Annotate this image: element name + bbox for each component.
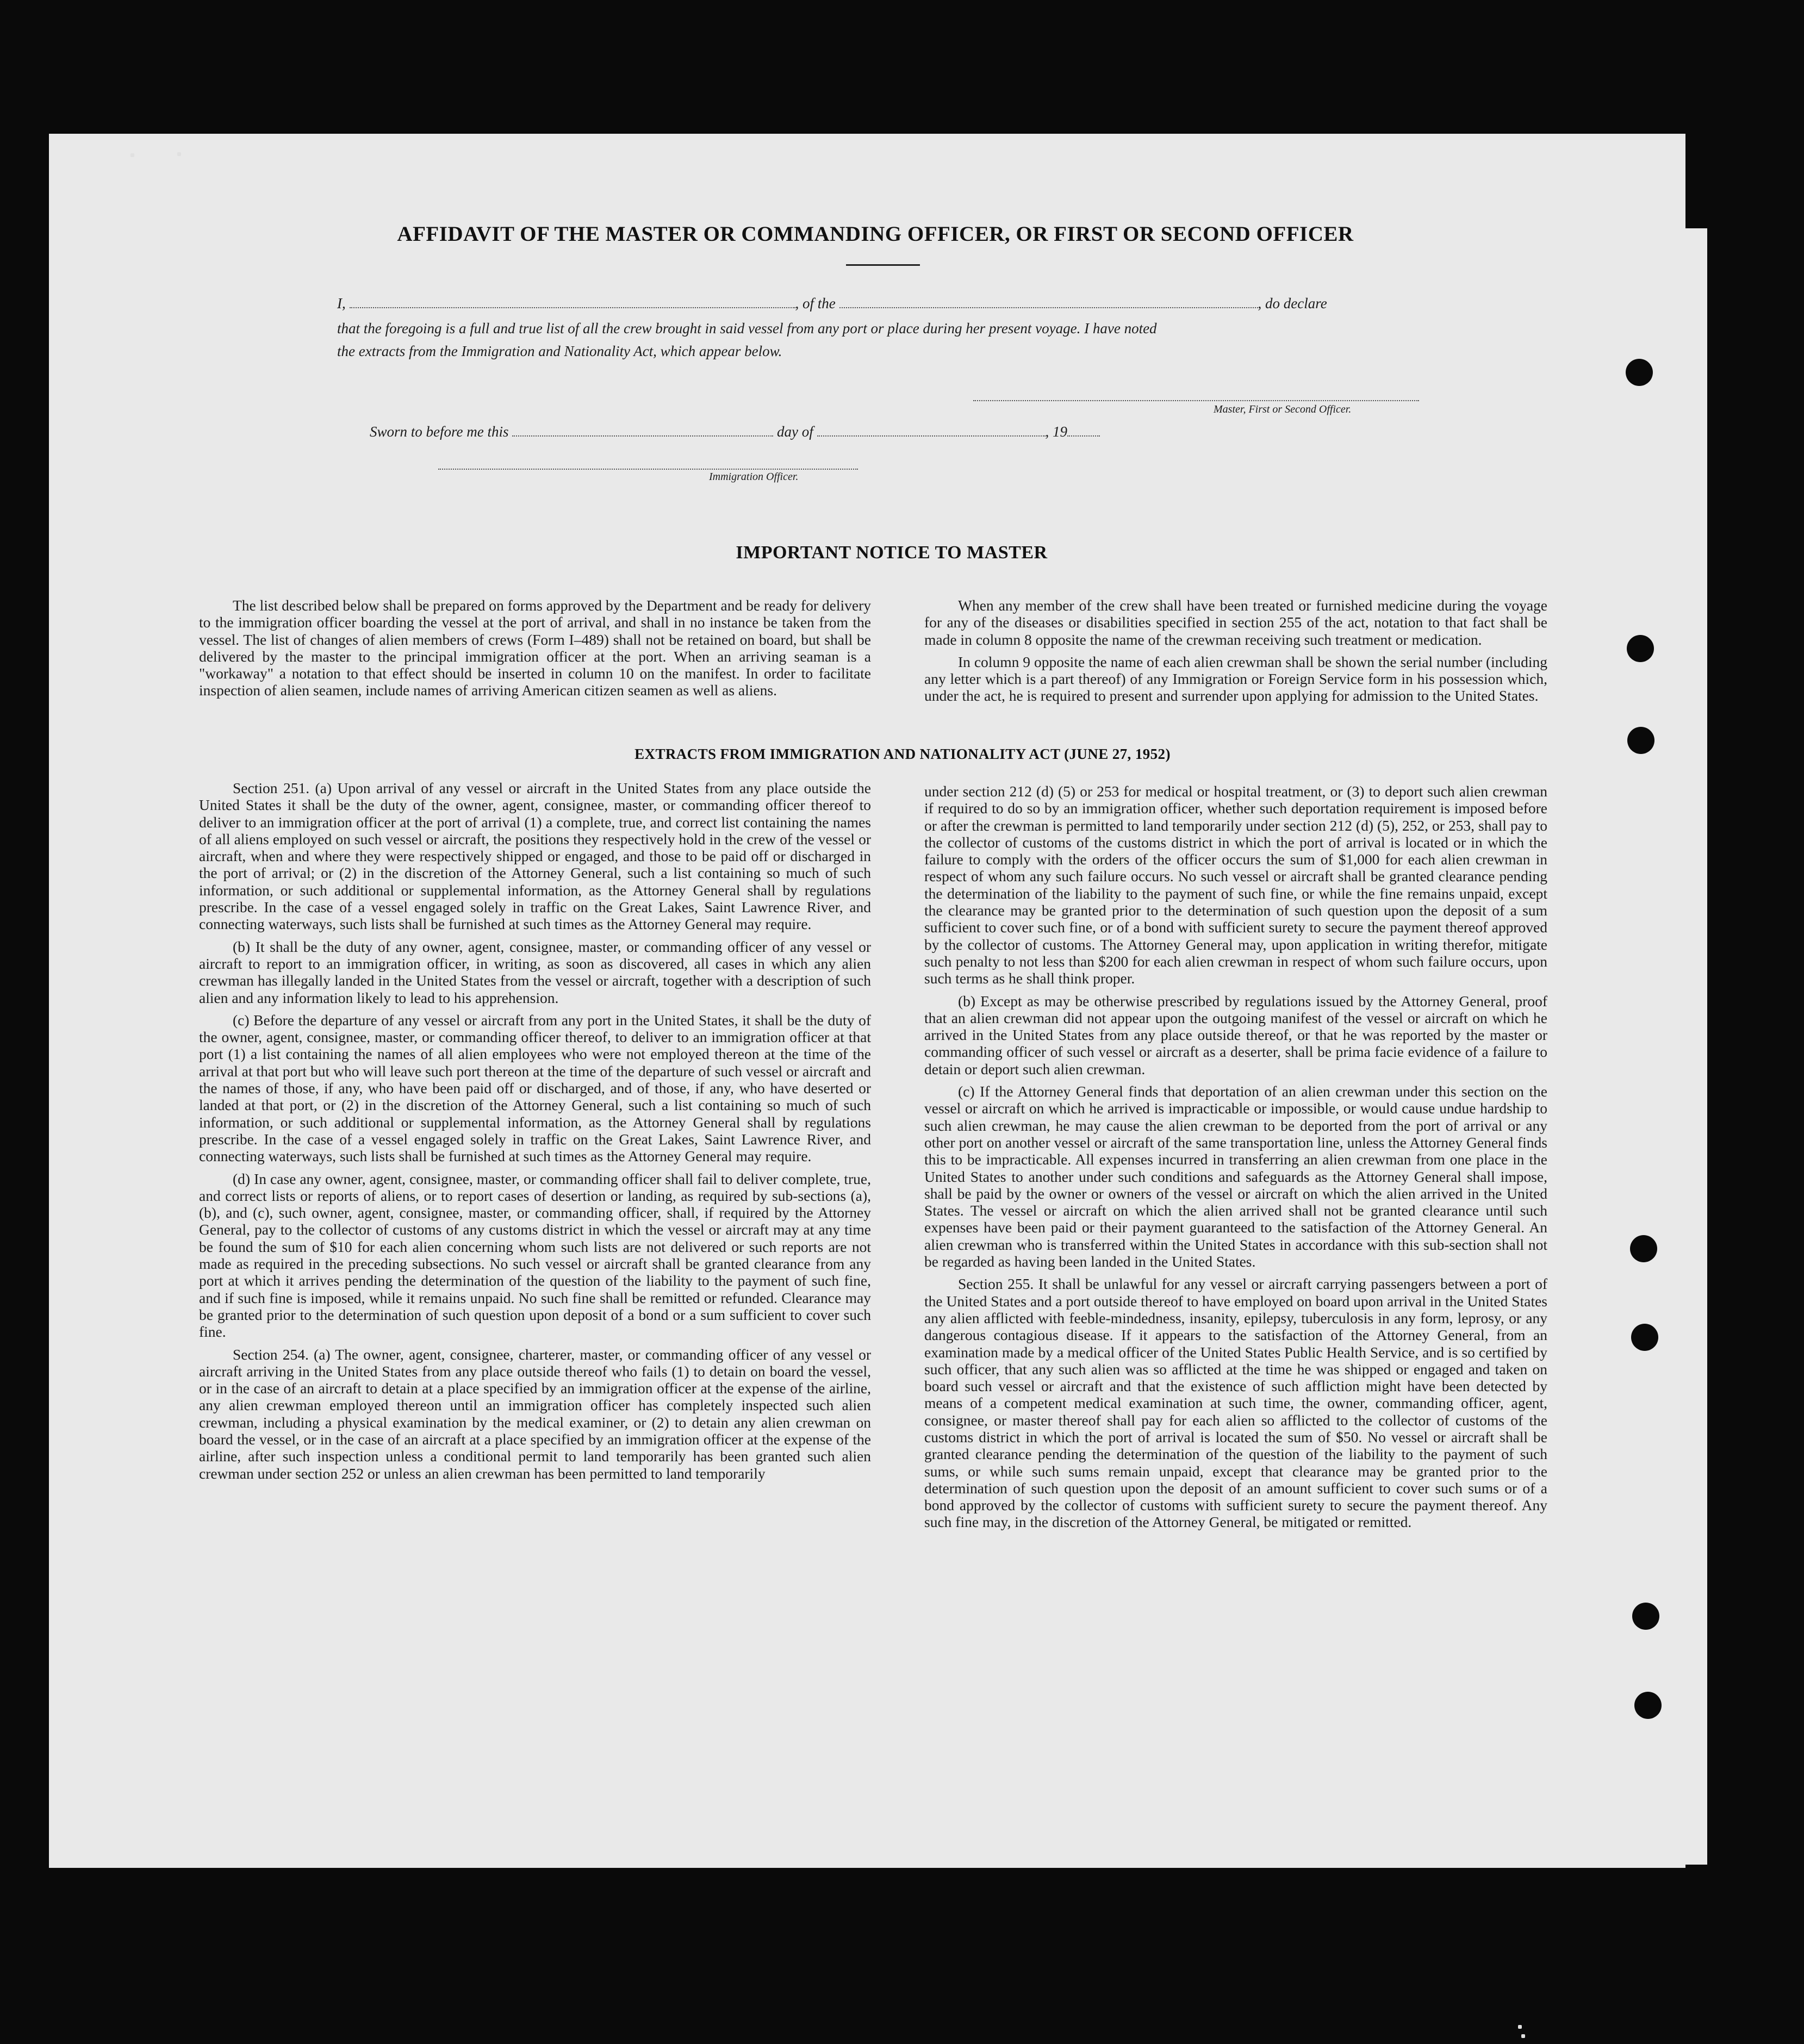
- extracts-left-column: [199, 780, 871, 1487]
- scan-speck: [1521, 2034, 1525, 2038]
- vessel-blank[interactable]: [839, 294, 1258, 308]
- scan-speck: [130, 153, 134, 157]
- notice-right-column: [924, 597, 1547, 710]
- punch-hole: [1627, 635, 1654, 662]
- notice-paragraph: In column 9 opposite the name of each alien crewman shall be shown the serial number (including any letter which is a part thereof) of any Immigration or Foreign Service form in his possession which, under the act, he is required to present and surrender upon applying for admission to the United States.: [924, 653, 1547, 705]
- extracts-right-column: [924, 783, 1547, 1536]
- declaration-do-declare: , do declare: [1258, 295, 1327, 311]
- master-signature-label: Master, First or Second Officer.: [1214, 403, 1352, 415]
- punch-hole: [1634, 1692, 1662, 1719]
- declaration-line-1: [337, 291, 1414, 316]
- affidavit-title: AFFIDAVIT OF THE MASTER OR COMMANDING OFFICER, OR FIRST OR SECOND OFFICER: [397, 222, 1354, 246]
- declaration-i: I,: [337, 295, 346, 311]
- sworn-line: [370, 420, 1185, 444]
- statute-paragraph: Section 251. (a) Upon arrival of any vessel or aircraft in the United States from any place outside the United States it shall be the duty of the owner, agent, consignee, master, or commanding officer thereof to deliver to an immigration officer at the port of arrival (1) a complete, true, and correct list containing the names of all aliens employed on such vessel or aircraft, the positions they respectively hold in the crew of the vessel or aircraft, when and where they were respectively shipped or engaged, and those to be paid off or discharged in the port of arrival; or (2) in the discretion of the Attorney General, such a list containing so much of such information, or such additional or supplemental information, as the Attorney General shall by regulations prescribe. In the case of a vessel engaged solely in traffic on the Great Lakes, Saint Lawrence River, and connecting waterways, such lists shall be furnished at such times as the Attorney General may require.: [199, 780, 871, 933]
- statute-paragraph: Section 254. (a) The owner, agent, consignee, charterer, master, or commanding officer of any vessel or aircraft arriving in the United States from any place outside thereof who fails (1) to detain on board the vessel, or in the case of an aircraft to detain at a place specified by an immigration officer at the expense of the airline, any alien crewman employed thereon until an immigration officer has completely inspected such alien crewman, including a physical examination by the medical examiner, or (2) to detain any alien crewman on board the vessel, or in the case of an aircraft at a place specified by an immigration officer at the expense of the airline, after such inspection unless a conditional permit to land temporarily has been granted such alien crewman under section 252 or unless an alien crewman has been permitted to land temporarily: [199, 1345, 871, 1482]
- sworn-date-blank[interactable]: [512, 422, 773, 437]
- declaration-of-the: , of the: [795, 295, 836, 311]
- extracts-title: EXTRACTS FROM IMMIGRATION AND NATIONALITY ACT (JUNE 27, 1952): [634, 746, 1171, 762]
- punch-hole: [1626, 359, 1653, 386]
- declaration-line-2: that the foregoing is a full and true list of all the crew brought in said vessel from any port or place during her present voyage. I have noted: [337, 320, 1157, 336]
- name-blank[interactable]: [350, 294, 795, 308]
- notice-paragraph: When any member of the crew shall have been treated or furnished medicine during the voyage for any of the diseases or disabilities specified in section 255 of the act, notation to that fact shall be made in column 8 opposite the name of the crewman receiving such treatment or medication.: [924, 597, 1547, 648]
- year-label: , 19: [1045, 423, 1067, 440]
- month-blank[interactable]: [817, 422, 1046, 437]
- notice-paragraph: The list described below shall be prepared on forms approved by the Department and be ready for delivery to the immigration officer boarding the vessel at the port of arrival, and shall in no instance be taken from the vessel. The list of changes of alien members of crews (Form I–489) shall not be retained on board, but shall be delivered by the master to the principal immigration officer at the port. When an arriving seaman is a "workaway" a notation to that effect should be inserted in column 10 on the manifest. In order to facilitate inspection of alien seamen, include names of arriving American citizen seamen as well as aliens.: [199, 597, 871, 699]
- sworn-label: Sworn to before me this: [370, 423, 509, 440]
- statute-paragraph: (b) Except as may be otherwise prescribed by regulations issued by the Attorney General, proof that an alien crewman did not appear upon the outgoing manifest of the vessel or aircraft on which he arrived in the United States from any place outside thereof, or that he was reported by the master or commanding officer of such vessel or aircraft as a deserter, shall be prima facie evidence of a failure to detain or deport such alien crewman.: [924, 992, 1547, 1077]
- statute-paragraph: (c) If the Attorney General finds that deportation of an alien crewman under this section on the vessel or aircraft on which he arrived is impracticable or impossible, or would cause undue hardship to such alien crewman, he may cause the alien crewman to be deported from the port of arrival or any other port on another vessel or aircraft of the same transportation line, unless the Attorney General finds this to be impracticable. All expenses incurred in transferring an alien crewman from one place in the United States to another under such conditions and safeguards as the Attorney General shall impose, shall be paid by the owner or owners of the vessel or aircraft on which the alien arrived in the United States. The vessel or aircraft on which the alien arrived shall not be granted clearance until such expenses have been paid or their payment guaranteed to the satisfaction of the Attorney General. An alien crewman who is transferred within the United States in accordance with this sub-section shall not be regarded as having been landed in the United States.: [924, 1083, 1547, 1270]
- notice-title: IMPORTANT NOTICE TO MASTER: [736, 543, 1048, 563]
- punch-hole: [1632, 1603, 1659, 1630]
- immigration-officer-signature-line[interactable]: [438, 456, 858, 470]
- notice-left-column: [199, 597, 871, 705]
- statute-paragraph: Section 255. It shall be unlawful for any vessel or aircraft carrying passengers between a port of the United States and a port outside thereof to have employed on board upon arrival in the United States any alien afflicted with feeble-mindedness, insanity, epilepsy, tuberculosis in any form, leprosy, or any dangerous contagious disease. If it appears to the satisfaction of the Attorney General, from an examination made by a medical officer of the United States Public Health Service, and is so certified by such officer, that any such alien was so afflicted at the time he was shipped or engaged and taken on board such vessel or aircraft and that the existence of such affliction might have been detected by means of a competent medical examination at such time, the owner, commanding officer, agent, consignee, or master thereof shall pay for each alien so afflicted to the collector of customs of the customs district in which the port of arrival is located the sum of $50. No vessel or aircraft shall be granted clearance pending the determination of the question of the liability to the payment of such sums, or while such sums remain unpaid, except that clearance may be granted prior to the determination of such question upon the deposit of an amount sufficient to cover such sums or of a bond approved by the collector of customs with sufficient surety to secure the payment thereof. Any such fine may, in the discretion of the Attorney General, be mitigated or remitted.: [924, 1275, 1547, 1531]
- year-blank[interactable]: [1067, 422, 1100, 437]
- statute-paragraph: (b) It shall be the duty of any owner, agent, consignee, master, or commanding officer of any vessel or aircraft to report to an immigration officer, in writing, as soon as discovered, all cases in which any alien crewman has illegally landed in the United States from the vessel or aircraft, together with a description of such alien and any information likely to lead to his apprehension.: [199, 938, 871, 1006]
- declaration-line-3: the extracts from the Immigration and Nationality Act, which appear below.: [337, 343, 782, 359]
- punch-hole: [1630, 1235, 1657, 1262]
- statute-paragraph: (d) In case any owner, agent, consignee, master, or commanding officer shall fail to deliver complete, true, and correct lists or reports of aliens, or to report cases of desertion or landing, as required by sub-sections (a), (b), and (c), such owner, agent, consignee, master, or commanding officer, shall, if required by the Attorney General, pay to the collector of customs of any customs district in which the vessel or aircraft may at any time be found the sum of $10 for each alien concerning whom such lists are not delivered or such reports are not made as required in the preceding subsections. No such vessel or aircraft shall be granted clearance from any port at which it arrives pending the determination of the question of the liability to the payment of such fine, and if such fine is imposed, while it remains unpaid. No such fine shall be remitted or refunded. Clearance may be granted prior to the determination of such question upon deposit of a bond or a sum sufficient to cover such fine.: [199, 1170, 871, 1341]
- scan-speck: [1518, 2025, 1522, 2029]
- immigration-officer-label: Immigration Officer.: [709, 471, 799, 483]
- statute-paragraph: (c) Before the departure of any vessel or aircraft from any port in the United States, it shall be the duty of the owner, agent, consignee, master, or commanding officer thereof, to deliver to an immigration officer at that port (1) a list containing the names of all alien employees who were not employed thereon at the time of the arrival at that port but who will leave such port thereon at the time of the departure of such vessel or aircraft and the names of those, if any, who have been paid off or discharged, and of those, if any, who have deserted or landed at that port, or (2) in the discretion of the Attorney General, such a list containing so much of such information, or such additional or supplemental information, as the Attorney General shall by regulations prescribe. In the case of a vessel engaged solely in traffic on the Great Lakes, Saint Lawrence River, and connecting waterways, such lists shall be furnished at such times as the Attorney General may require.: [199, 1011, 871, 1165]
- day-of-label: day of: [777, 423, 813, 440]
- punch-hole: [1627, 727, 1654, 754]
- scan-speck: [177, 152, 181, 156]
- title-rule: [846, 264, 920, 266]
- statute-paragraph: under section 212 (d) (5) or 253 for medical or hospital treatment, or (3) to deport such alien crewman if required to do so by an immigration officer, whether such deportation requirement is imposed before or after the crewman is permitted to land temporarily under section 212 (d) (5), 252, or 253, shall pay to the collector of customs of the customs district in which the port of arrival is located or in which the failure to comply with the orders of the officer occurs the sum of $1,000 for each alien crewman in respect of whom any such failure occurs. No such vessel or aircraft shall be granted clearance pending the determination of the liability to the payment of such fine, or while the fine remains unpaid, except the clearance may be granted prior to the determination of such question upon the deposit of a sum sufficient to cover such fine, or of a bond with sufficient surety to secure the payment thereof approved by the collector of customs. The Attorney General may, upon application in writing therefor, mitigate such penalty to not less than $200 for each alien crewman in respect of whom such failure occurs, upon such terms as he shall think proper.: [924, 783, 1547, 987]
- master-signature-line[interactable]: [973, 387, 1419, 401]
- punch-hole: [1631, 1324, 1658, 1351]
